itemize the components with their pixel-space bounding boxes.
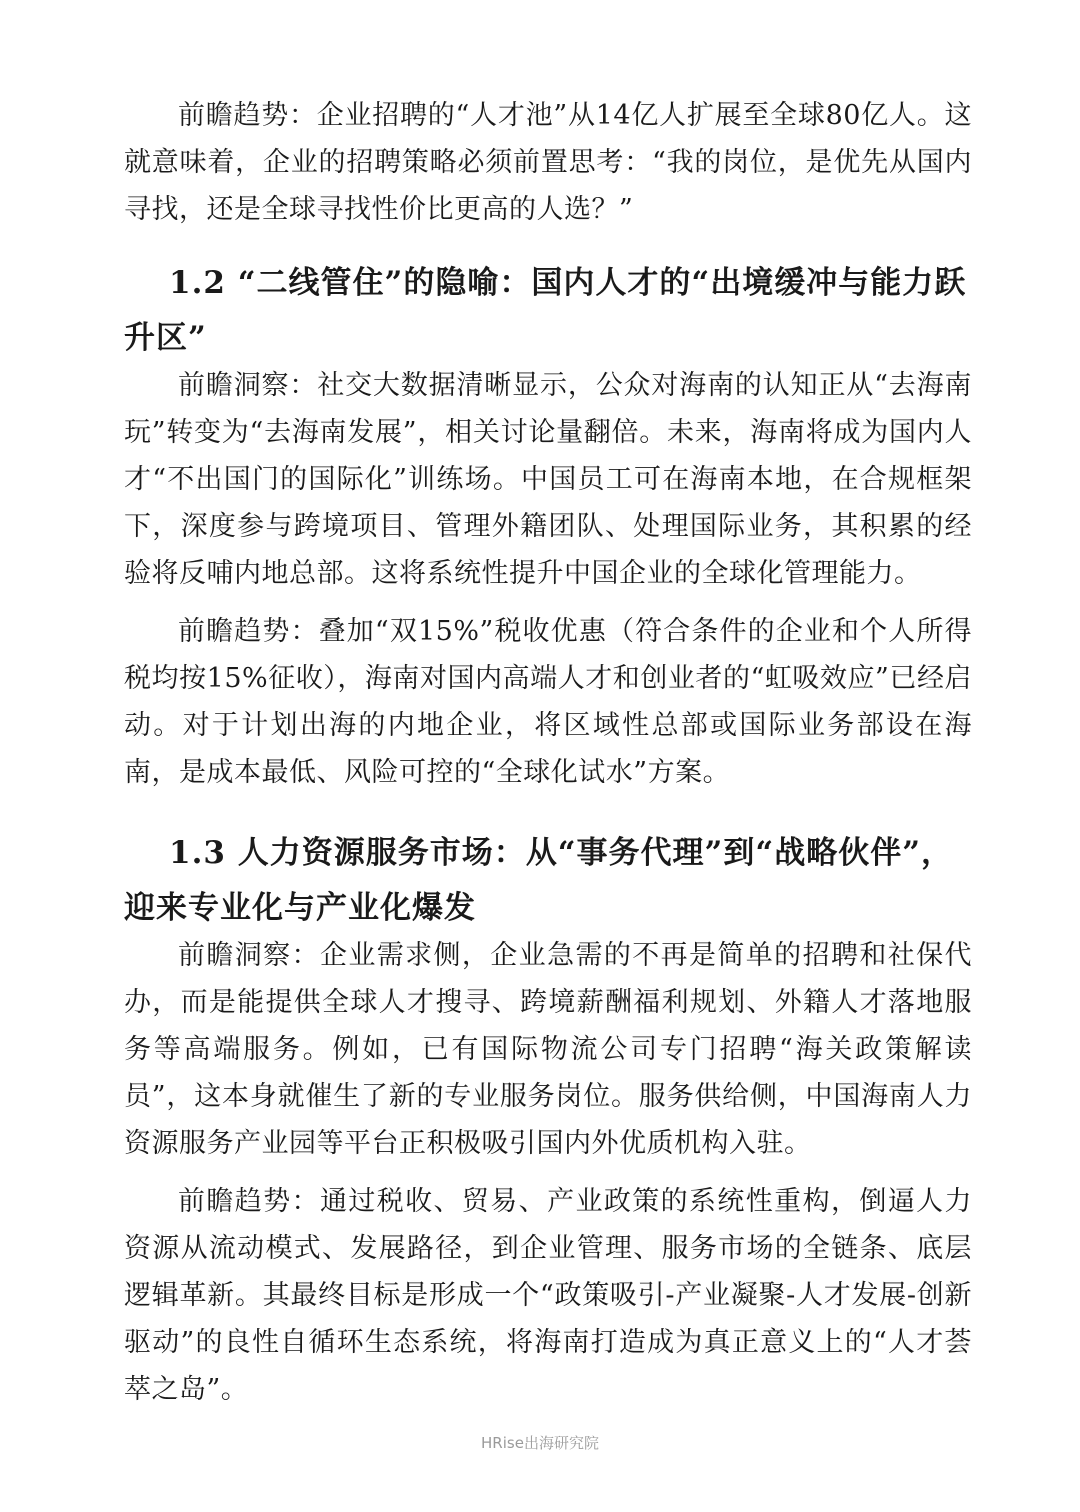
paragraph-lead: 前瞻趋势： [178,1186,320,1217]
paragraph-trend-1-3 [124,1178,972,1413]
paragraph-insight-1-3 [124,932,972,1167]
section-heading-1-2: 1.2 “二线管住”的隐喻：国内人才的“出境缓冲与能力跃升区” [124,265,967,356]
paragraph-lead: 前瞻洞察： [178,940,320,971]
paragraph-trend-1-2 [124,608,972,796]
paragraph-lead: 前瞻洞察： [178,370,318,401]
paragraph-body: 社交大数据清晰显示，公众对海南的认知正从“去海南玩”转变为“去海南发展”，相关讨论量翻倍。未来，海南将成为国内人才“不出国门的国际化”训练场。中国员工可在海南本地，在合规框架下，深度参与跨境项目、管理外籍团队、处理国际业务，其积累的经验将反哺内地总部。这将系统性提升中国企业的全球化管理能力。 [124,370,972,589]
paragraph-trend-1 [124,92,972,233]
paragraph-lead: 前瞻趋势： [178,616,319,647]
paragraph-body: 通过税收、贸易、产业政策的系统性重构，倒逼人力资源从流动模式、发展路径，到企业管理、服务市场的全链条、底层逻辑革新。其最终目标是形成一个“政策吸引-产业凝聚-人才发展-创新驱动”的良性自循环生态系统，将海南打造成为真正意义上的“人才荟萃之岛”。 [124,1186,973,1405]
paragraph-body: 叠加“双15%”税收优惠（符合条件的企业和个人所得税均按15%征收），海南对国内高端人才和创业者的“虹吸效应”已经启动。对于计划出海的内地企业，将区域性总部或国际业务部设在海南，是成本最低、风险可控的“全球化试水”方案。 [124,616,972,788]
section-heading-1-3: 1.3 人力资源服务市场：从“事务代理”到“战略伙伴”，迎来专业化与产业化爆发 [124,835,954,926]
footer-watermark: HRise出海研究院 [481,1434,599,1452]
paragraph-insight-1-2 [124,362,972,597]
paragraph-body: 企业招聘的“人才池”从14亿人扩展至全球80亿人。这就意味着，企业的招聘策略必须前置思考：“我的岗位，是优先从国内寻找，还是全球寻找性价比更高的人选？” [124,100,972,225]
paragraph-lead: 前瞻趋势： [178,100,317,131]
paragraph-body: 企业需求侧，企业急需的不再是简单的招聘和社保代办，而是能提供全球人才搜寻、跨境薪酬福利规划、外籍人才落地服务等高端服务。例如，已有国际物流公司专门招聘“海关政策解读员”，这本身就催生了新的专业服务岗位。服务供给侧，中国海南人力资源服务产业园等平台正积极吸引国内外优质机构入驻。 [124,940,973,1159]
